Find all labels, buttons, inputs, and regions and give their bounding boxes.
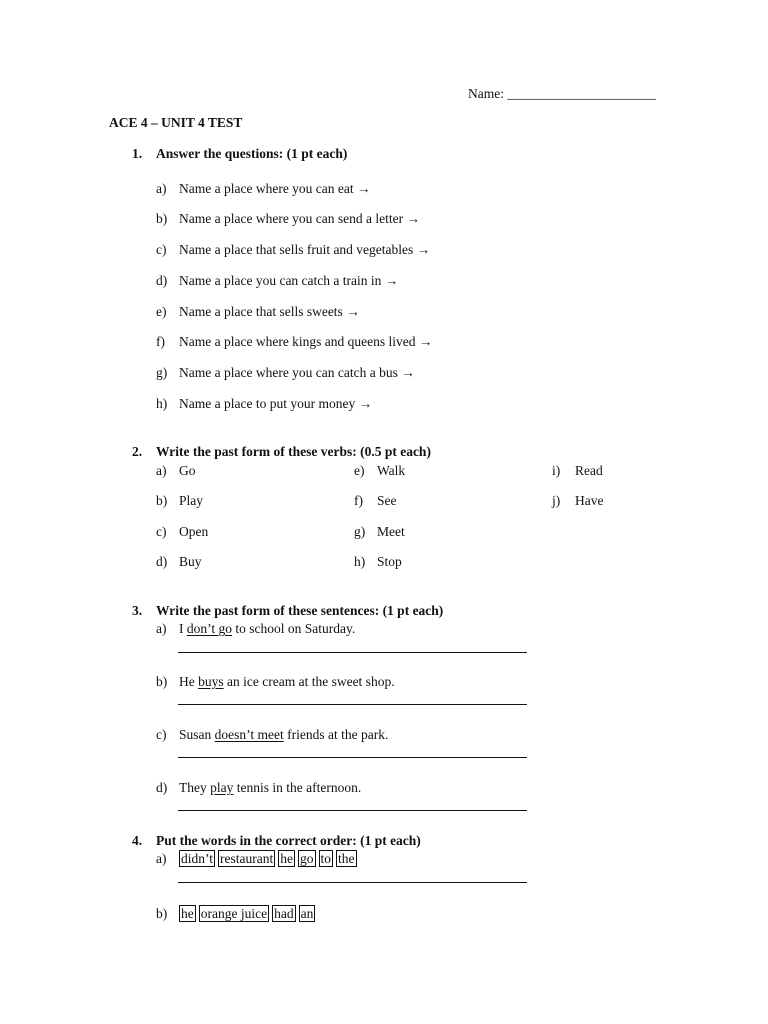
section-2-heading: 2. Write the past form of these verbs: (0.5 pt each) [132, 444, 431, 459]
list-item: e) Name a place that sells sweets → [156, 304, 360, 319]
answer-line[interactable] [178, 810, 527, 811]
answer-line[interactable] [178, 652, 527, 653]
sentence-item: b) He buys an ice cream at the sweet shop. [156, 674, 395, 689]
word-box: didn’t [181, 851, 214, 866]
list-item: f) See [354, 493, 397, 508]
word-box: had [274, 906, 294, 921]
answer-line[interactable] [178, 704, 527, 705]
list-item: d) Name a place you can catch a train in → [156, 273, 399, 288]
list-item: h) Stop [354, 554, 402, 569]
name-blank: ______________________ [507, 86, 656, 101]
list-item: i) Read [552, 463, 603, 478]
word-box: he [280, 851, 293, 866]
word-box: to [320, 851, 332, 866]
word-box: go [300, 851, 314, 866]
word-order-item: b) he orange juice had an [156, 906, 314, 921]
answer-line[interactable] [178, 882, 527, 883]
section-1-heading: 1. Answer the questions: (1 pt each) [132, 146, 348, 161]
section-3-heading: 3. Write the past form of these sentences: (1 pt each) [132, 603, 444, 618]
list-item: a) Name a place where you can eat → [156, 181, 371, 196]
list-item: g) Meet [354, 524, 405, 539]
list-item: g) Name a place where you can catch a bus → [156, 365, 415, 380]
list-item: f) Name a place where kings and queens lived → [156, 334, 433, 349]
underlined-phrase: play [210, 780, 234, 795]
answer-line[interactable] [178, 757, 527, 758]
list-item: a) Go [156, 463, 196, 478]
underlined-phrase: don’t go [186, 621, 233, 636]
word-box: restaurant [220, 851, 274, 866]
sentence-item: a) I don’t go to school on Saturday. [156, 621, 356, 636]
list-item: h) Name a place to put your money → [156, 396, 373, 411]
list-item: e) Walk [354, 463, 406, 478]
word-box: he [181, 906, 194, 921]
list-item: c) Name a place that sells fruit and vegetables → [156, 242, 431, 257]
name-label: Name: [468, 86, 504, 101]
list-item: j) Have [552, 493, 604, 508]
underlined-phrase: buys [198, 674, 224, 689]
list-item: b) Play [156, 493, 204, 508]
underlined-phrase: doesn’t meet [214, 727, 284, 742]
word-box: the [338, 851, 355, 866]
word-order-item: a) didn’t restaurant he go to the [156, 851, 355, 866]
list-item: b) Name a place where you can send a letter → [156, 211, 421, 226]
sentence-item: d) They play tennis in the afternoon. [156, 780, 362, 795]
name-field [468, 87, 656, 101]
list-item: d) Buy [156, 554, 202, 569]
word-box: orange juice [200, 906, 268, 921]
section-4-heading: 4. Put the words in the correct order: (1 pt each) [132, 833, 421, 848]
sentence-item: c) Susan doesn’t meet friends at the park. [156, 727, 389, 742]
list-item: c) Open [156, 524, 209, 539]
page-title: ACE 4 – UNIT 4 TEST [109, 115, 243, 130]
word-box: an [300, 906, 314, 921]
